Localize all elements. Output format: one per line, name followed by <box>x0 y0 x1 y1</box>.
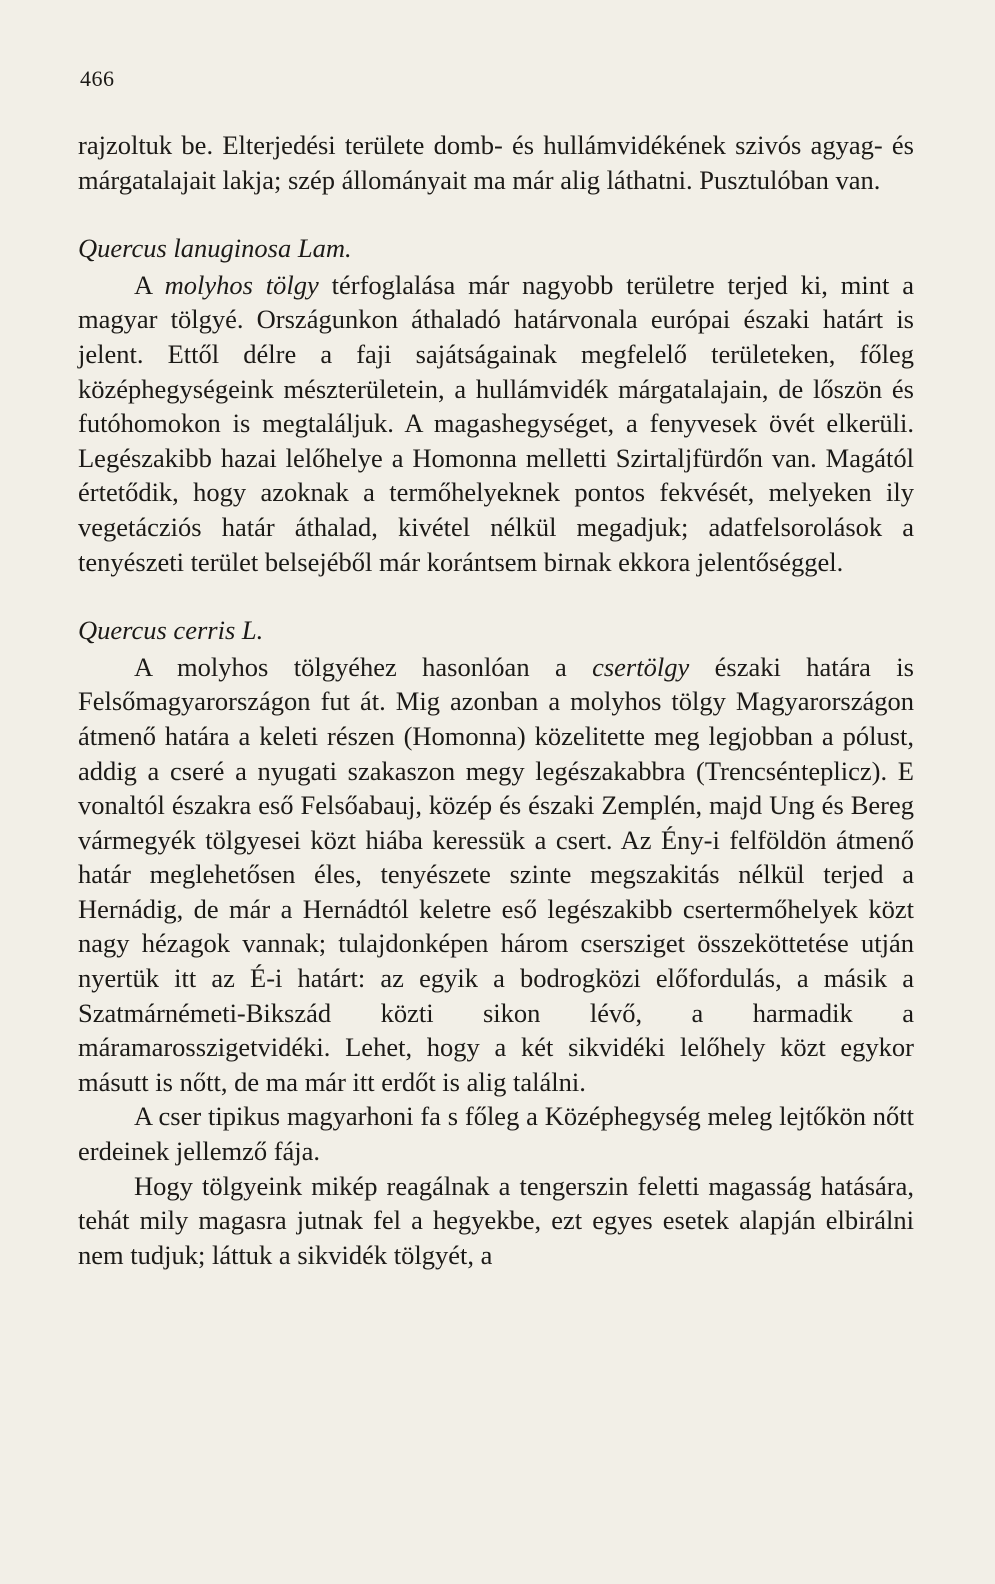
species-term-csertolgy: csertölgy <box>592 651 690 682</box>
species-heading-cerris: Quercus cerris L. <box>78 615 264 646</box>
paragraph-continuation: rajzoltuk be. Elterjedési területe domb- és hullámvidékének szivós agyag- és márgatalajait lakja; szép állományait ma már alig láthatni. Pusztulóban van. <box>78 130 914 195</box>
species-heading-lanuginosa: Quercus lanuginosa Lam. <box>78 233 352 264</box>
body-text <box>78 128 914 1272</box>
paragraph-text: A <box>134 269 165 300</box>
paragraph-magassag: Hogy tölgyeink mikép reagálnak a tengerszin feletti magasság hatására, tehát mily magasra jutnak fel a hegyekbe, ezt egyes esetek alapján elbirálni nem tudjuk; láttuk a sikvidék tölgyét, a <box>78 1170 914 1270</box>
paragraph-text: A molyhos tölgyéhez hasonlóan a <box>134 651 593 682</box>
paragraph-csertolgy <box>78 650 914 1100</box>
paragraph-molyhos-tolgy <box>78 268 914 579</box>
page-number: 466 <box>80 66 115 91</box>
paragraph-text: északi határa is Felsőmagyarországon fut át. Mig azonban a molyhos tölgy Magyarországon átmenő határa a keleti részen (Homonna) közelitette meg legjobban a pólust, addig a cseré a nyugati szakaszon megy legészakabbra (Trencsénteplicz). E vonaltól északra eső Felsőabauj, közép és északi Zemplén, majd Ung és Bereg vármegyék tölgyesei közt hiába keressük a csert. Az Ény-i felföldön átmenő határ meglehetősen éles, tenyészete szinte megszakitás nélkül terjed a Hernádig, de már a Hernádtól keletre eső legészakibb csertermőhelyek közt nagy hézagok vannak; tulajdonképen három csersziget összeköttetése utján nyertük itt az É-i határt: az egyik a bodrogközi előfordulás, a másik a Szatmárnémeti-Bikszád közti sikon lévő, a harmadik a máramarosszigetvidéki. Lehet, hogy a két sikvidéki lelőhely közt egykor másutt is nőtt, de ma már itt erdőt is alig találni. <box>78 651 914 1097</box>
paragraph-text: térfoglalása már nagyobb területre terjed ki, mint a magyar tölgyé. Országunkon áthaladó határvonala európai északi határt is jelent. Ettől délre a faji sajátságainak megfelelő területeken, főleg középhegységeink mészterületein, a hullámvidék márgatalajain, de lőszön és futóhomokon is megtaláljuk. A magashegységet, a fenyvesek övét elkerüli. Legészakibb hazai lelőhelye a Homonna melletti Szirtaljfürdőn van. Magától értetődik, hogy azoknak a termőhelyeknek pontos fekvését, melyeken ily vegetácziós határ áthalad, kivétel nélkül megadjuk; adatfelsorolások a tenyészeti terület belsejéből már korántsem birnak ekkora jelentőséggel. <box>78 269 914 577</box>
paragraph-cser-tipikus: A cser tipikus magyarhoni fa s főleg a Középhegység meleg lejtőkön nőtt erdeinek jellemző fája. <box>78 1101 914 1167</box>
species-term-molyhos: molyhos tölgy <box>164 269 319 300</box>
